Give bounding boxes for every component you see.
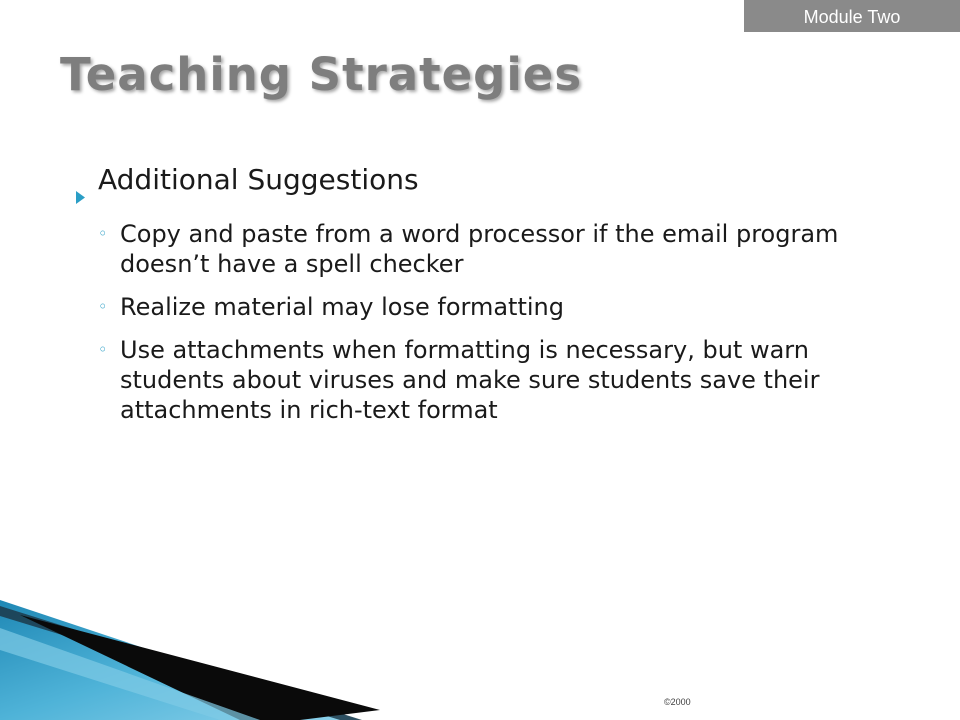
triangle-bullet-icon — [76, 158, 98, 217]
list-item — [98, 292, 916, 322]
list-item-text: Realize material may lose formatting — [120, 293, 564, 321]
circle-bullet-icon: ◦ — [98, 297, 108, 316]
list-item-text: Copy and paste from a word processor if the email program doesn’t have a spell checker — [120, 220, 839, 278]
circle-bullet-icon: ◦ — [98, 340, 108, 359]
list-item — [98, 219, 916, 279]
bullet-heading-text: Additional Suggestions — [98, 163, 419, 196]
circle-bullet-icon: ◦ — [98, 224, 108, 243]
sub-bullet-list — [76, 219, 916, 425]
bullet-heading — [76, 158, 916, 217]
slide-content — [76, 158, 916, 438]
list-item-text: Use attachments when formatting is necessary, but warn students about viruses and make sure students save their attachments in rich-text format — [120, 336, 820, 424]
list-item — [98, 335, 916, 425]
slide-title: Teaching Strategies — [60, 48, 583, 101]
copyright-footer: ©2000 — [664, 697, 691, 707]
module-label: Module Two — [744, 0, 960, 32]
